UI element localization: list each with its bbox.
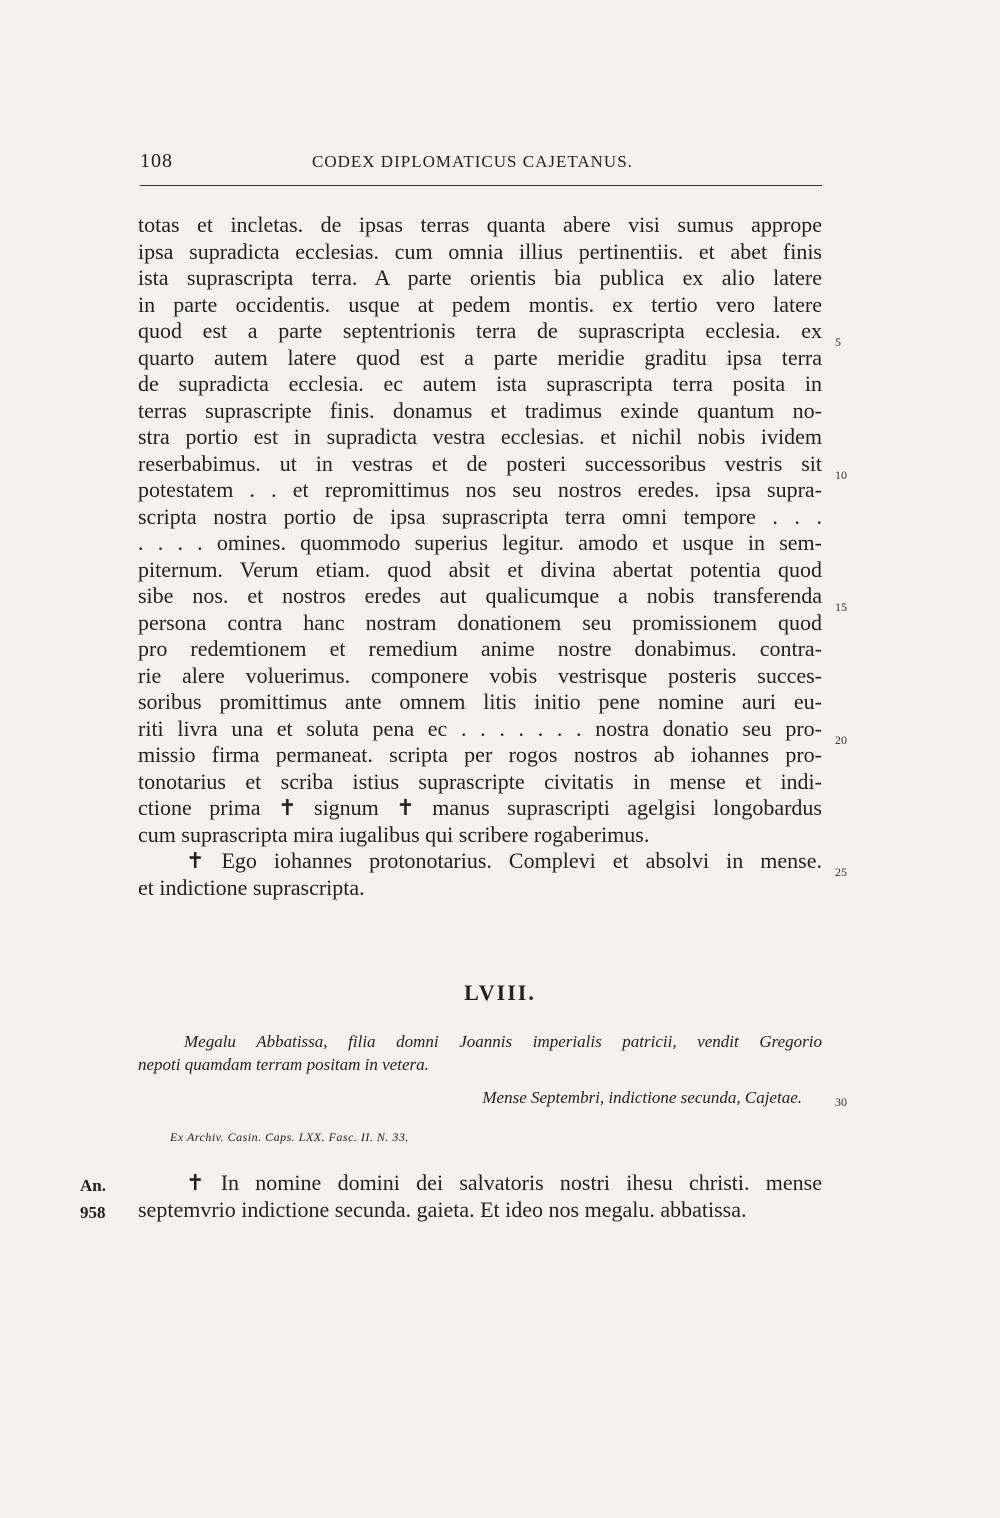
line-number: 15 <box>835 600 847 614</box>
page-number: 108 <box>140 150 173 172</box>
document-date: Mense Septembri, indictione secunda, Cajetae. <box>482 1088 802 1107</box>
text-line: septemvrio indictione secunda. gaieta. Et ideo nos megalu. abbatissa. <box>138 1196 747 1222</box>
archive-source: Ex Archiv. Casin. Caps. LXX. Fasc. II. N. 33. <box>170 1130 409 1144</box>
text-line: et indictione suprascripta. <box>138 874 365 900</box>
text-line: reserbabimus. ut in vestras et de posteri successoribus vestris sit <box>138 450 822 476</box>
line-number: 25 <box>835 865 847 879</box>
running-head <box>140 150 820 174</box>
text-line: potestatem . . et repromittimus nos seu nostros eredes. ipsa supra- <box>138 477 822 502</box>
text-line: pro redemtionem et remedium anime nostre donabimus. contra- <box>138 636 822 661</box>
text-line: quarto autem latere quod est a parte meridie graditu ipsa terra <box>138 344 822 370</box>
text-line: ipsa supradicta ecclesias. cum omnia illius pertinentiis. et abet finis <box>138 238 822 264</box>
document-summary <box>138 1030 822 1076</box>
text-line: ✝ In nomine domini dei salvatoris nostri ihesu christi. mense <box>186 1170 822 1195</box>
document-number: LVIII. <box>464 980 536 1005</box>
text-line: cum suprascripta mira iugalibus qui scribere rogaberimus. <box>138 821 650 847</box>
text-line: riti livra una et soluta pena ec . . . . . . . nostra donatio seu pro- <box>138 715 822 741</box>
year-label: An. <box>80 1176 106 1195</box>
year-margin-label <box>80 1172 106 1226</box>
year-value: 958 <box>80 1203 106 1222</box>
text-line: ctione prima ✝ signum ✝ manus suprascripti agelgisi longobardus <box>138 795 822 820</box>
document-text <box>138 1170 822 1223</box>
text-line: ista suprascripta terra. A parte orientis bia publica ex alio latere <box>138 265 822 290</box>
line-number: 5 <box>835 335 841 349</box>
header-rule <box>140 185 822 186</box>
text-line: stra portio est in supradicta vestra ecclesias. et nichil nobis ividem <box>138 424 822 449</box>
text-line: sibe nos. et nostros eredes aut qualicumque a nobis transferenda <box>138 583 822 608</box>
text-line: persona contra hanc nostram donationem seu promissionem quod <box>138 609 822 635</box>
summary-line: Megalu Abbatissa, filia domni Joannis imperialis patricii, vendit Gregorio <box>184 1032 822 1051</box>
line-number: 20 <box>835 733 847 747</box>
text-line: quod est a parte septentrionis terra de suprascripta ecclesia. ex <box>138 318 822 343</box>
text-line: de supradicta ecclesia. ec autem ista suprascripta terra posita in <box>138 371 822 396</box>
text-line: rie alere voluerimus. componere vobis vestrisque posteris succes- <box>138 662 822 688</box>
text-line: ✝ Ego iohannes protonotarius. Complevi et absolvi in mense. <box>186 848 822 873</box>
text-line: . . . . omines. quommodo superius legitur. amodo et usque in sem- <box>138 530 822 555</box>
text-line: piternum. Verum etiam. quod absit et divina abertat potentia quod <box>138 556 822 582</box>
running-title: CODEX DIPLOMATICUS CAJETANUS. <box>312 152 633 171</box>
text-line: totas et incletas. de ipsas terras quanta abere visi sumus apprope <box>138 212 822 237</box>
body-text <box>138 212 822 901</box>
text-line: terras suprascripte finis. donamus et tradimus exinde quantum no- <box>138 397 822 423</box>
line-number: 30 <box>835 1095 847 1109</box>
text-line: in parte occidentis. usque at pedem montis. ex tertio vero latere <box>138 291 822 317</box>
text-line: missio firma permaneat. scripta per rogos nostros ab iohannes pro- <box>138 742 822 767</box>
line-number: 10 <box>835 468 847 482</box>
text-line: scripta nostra portio de ipsa suprascripta terra omni tempore . . . <box>138 503 822 529</box>
text-line: soribus promittimus ante omnem litis initio pene nomine auri eu- <box>138 689 822 714</box>
text-line: tonotarius et scriba istius suprascripte civitatis in mense et indi- <box>138 768 822 794</box>
summary-line: nepoti quamdam terram positam in vetera. <box>138 1055 429 1074</box>
